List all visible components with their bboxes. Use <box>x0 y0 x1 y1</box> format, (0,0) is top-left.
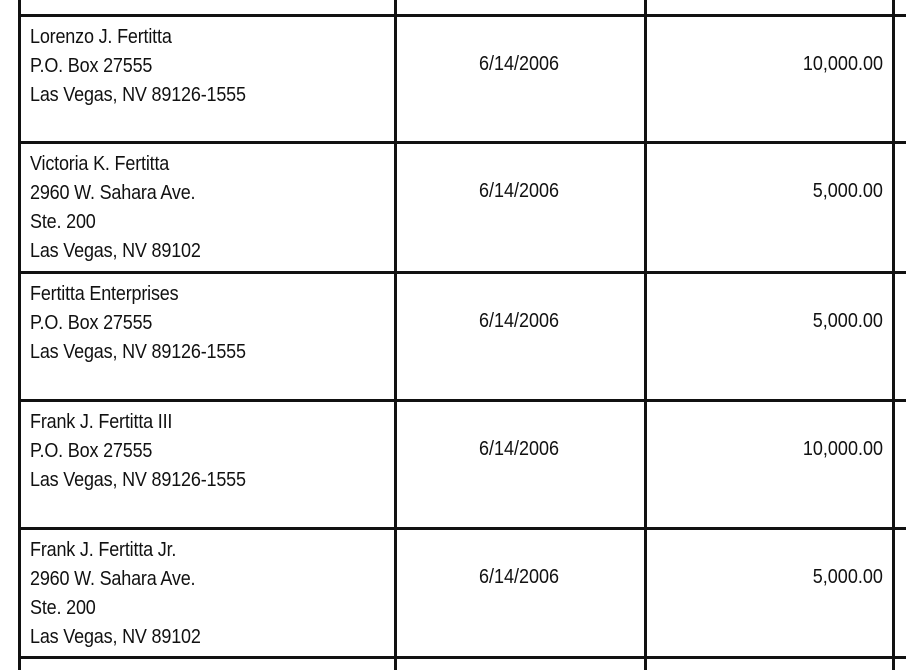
address-line: 2960 W. Sahara Ave. <box>30 182 196 204</box>
row-divider <box>18 656 906 659</box>
contributor-address <box>30 408 246 495</box>
contribution-date: 6/14/2006 <box>478 180 560 202</box>
address-line: Las Vegas, NV 89102 <box>30 626 201 648</box>
address-line: Las Vegas, NV 89126-1555 <box>30 84 246 106</box>
table-row <box>21 274 892 399</box>
table-row <box>21 530 892 656</box>
contributor-address <box>30 23 246 110</box>
contributor-name: Frank J. Fertitta III <box>30 411 173 433</box>
contribution-date: 6/14/2006 <box>478 566 560 588</box>
contribution-date: 6/14/2006 <box>478 310 560 332</box>
contribution-date: 6/14/2006 <box>478 438 560 460</box>
contributor-address <box>30 536 201 652</box>
table-row <box>21 17 892 141</box>
address-line: P.O. Box 27555 <box>30 312 153 334</box>
address-line: Las Vegas, NV 89126-1555 <box>30 469 246 491</box>
contributor-name: Lorenzo J. Fertitta <box>30 26 172 48</box>
contribution-amount: 5,000.00 <box>812 180 883 202</box>
address-line: Las Vegas, NV 89102 <box>30 240 201 262</box>
table-row <box>21 144 892 271</box>
table-row <box>21 402 892 527</box>
contributor-name: Victoria K. Fertitta <box>30 153 170 175</box>
contributor-name: Frank J. Fertitta Jr. <box>30 539 177 561</box>
contributor-name: Fertitta Enterprises <box>30 283 179 305</box>
address-line: Ste. 200 <box>30 597 96 619</box>
address-line: 2960 W. Sahara Ave. <box>30 568 196 590</box>
address-line: Ste. 200 <box>30 211 96 233</box>
contribution-amount: 10,000.00 <box>802 438 883 460</box>
contribution-amount: 5,000.00 <box>812 566 883 588</box>
contributor-address <box>30 280 246 367</box>
table-right-border <box>892 0 895 670</box>
contribution-date: 6/14/2006 <box>478 53 560 75</box>
address-line: Las Vegas, NV 89126-1555 <box>30 341 246 363</box>
contributor-address <box>30 150 201 266</box>
address-line: P.O. Box 27555 <box>30 55 153 77</box>
contribution-amount: 5,000.00 <box>812 310 883 332</box>
address-line: P.O. Box 27555 <box>30 440 153 462</box>
contribution-amount: 10,000.00 <box>802 53 883 75</box>
